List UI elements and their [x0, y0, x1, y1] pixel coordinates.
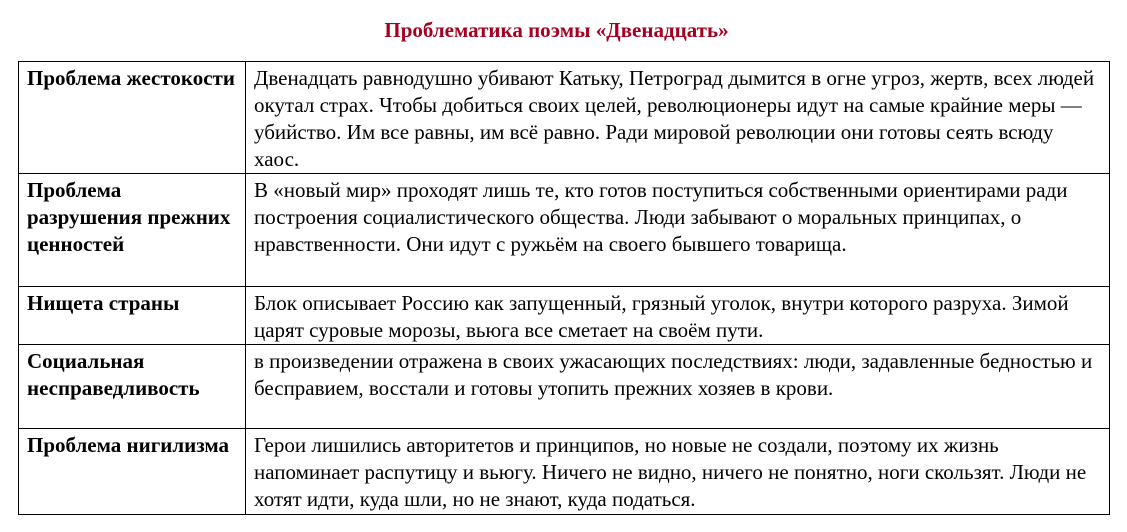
problem-name-cell: Проблема разрушения прежних ценностей: [19, 174, 246, 287]
problem-description-cell: Блок описывает Россию как запущенный, грязный уголок, внутри которого разруха. Зимой царят суровые морозы, вьюга все сметает на своём пути.: [246, 287, 1110, 345]
problems-table: [18, 61, 1110, 515]
problem-name-cell: Проблема нигилизма: [19, 429, 246, 515]
problem-description-cell: Герои лишились авторитетов и принципов, но новые не создали, поэтому их жизнь напоминает распутицу и вьюгу. Ничего не видно, ничего не понятно, ноги скользят. Люди не хотят идти, куда шли, но не знают, куда податься.: [246, 429, 1110, 515]
problem-name-cell: Проблема жестокости: [19, 62, 246, 174]
problem-name-cell: Нищета страны: [19, 287, 246, 345]
table-row: [19, 287, 1110, 345]
problem-name-cell: Социальная несправедливость: [19, 345, 246, 429]
page-title: Проблематика поэмы «Двенадцать»: [384, 18, 729, 42]
table-row: [19, 174, 1110, 287]
problem-description-cell: В «новый мир» проходят лишь те, кто готов поступиться собственными ориентирами ради построения социалистического общества. Люди забывают о моральных принципах, о нравственности. Они идут с ружьём на своего бывшего товарища.: [246, 174, 1110, 287]
table-row: [19, 429, 1110, 515]
table-row: [19, 345, 1110, 429]
problem-description-cell: в произведении отражена в своих ужасающих последствиях: люди, задавленные бедностью и бесправием, восстали и готовы утопить прежних хозяев в крови.: [246, 345, 1110, 429]
problem-description-cell: Двенадцать равнодушно убивают Катьку, Петроград дымится в огне угроз, жертв, всех людей окутал страх. Чтобы добиться своих целей, революционеры идут на самые крайние меры — убийство. Им все равны, им всё равно. Ради мировой революции они готовы сеять всюду хаос.: [246, 62, 1110, 174]
table-row: [19, 62, 1110, 174]
